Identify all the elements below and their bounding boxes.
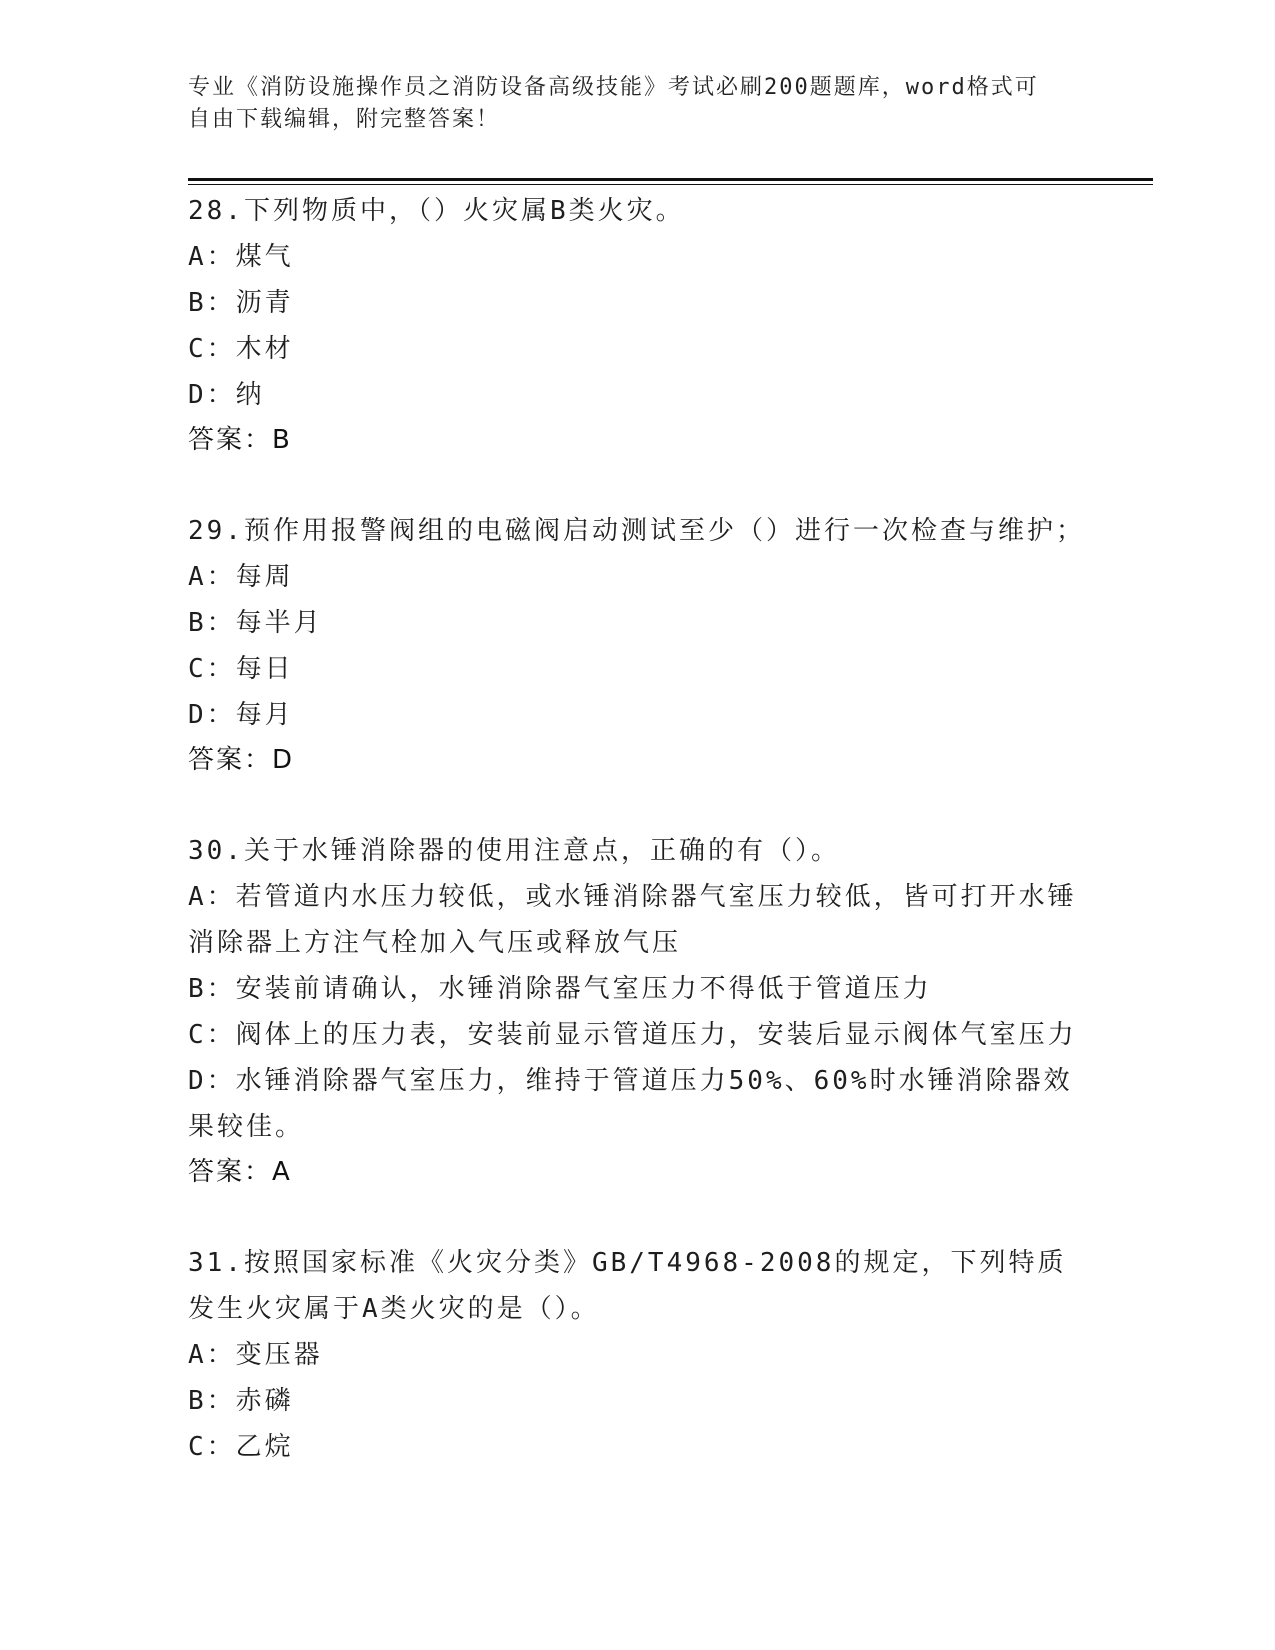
question-stem: 31.按照国家标准《火灾分类》GB/T4968-2008的规定，下列特质发生火灾属于A类火灾的是（）。 xyxy=(188,1248,1067,1324)
header-divider-thick xyxy=(188,178,1153,181)
header-line-2: 自由下载编辑，附完整答案！ xyxy=(188,107,501,132)
option-b: B：沥青 xyxy=(188,288,294,318)
option-c: C：乙烷 xyxy=(188,1432,294,1462)
option-a: A：若管道内水压力较低，或水锤消除器气室压力较低，皆可打开水锤消除器上方注气栓加入气压或释放气压 xyxy=(188,882,1077,958)
header-line-1: 专业《消防设施操作员之消防设备高级技能》考试必刷200题题库，word格式可 xyxy=(188,75,1039,100)
option-b: B：安装前请确认，水锤消除器气室压力不得低于管道压力 xyxy=(188,974,932,1004)
option-c: C：阀体上的压力表，安装前显示管道压力，安装后显示阀体气室压力 xyxy=(188,1020,1077,1050)
option-c: C：每日 xyxy=(188,654,294,684)
option-b: B：赤磷 xyxy=(188,1386,294,1416)
option-a: A：煤气 xyxy=(188,242,294,272)
answer: 答案：A xyxy=(188,1157,292,1187)
question-29 xyxy=(188,508,1088,782)
answer: 答案：B xyxy=(188,425,292,455)
question-28 xyxy=(188,188,1088,462)
option-c: C：木材 xyxy=(188,334,294,364)
option-a: A：变压器 xyxy=(188,1340,323,1370)
option-b: B：每半月 xyxy=(188,608,323,638)
question-30 xyxy=(188,828,1088,1194)
question-list xyxy=(188,188,1088,1516)
answer: 答案：D xyxy=(188,745,295,775)
question-stem: 28.下列物质中，（）火灾属B类火灾。 xyxy=(188,196,685,226)
question-stem: 30.关于水锤消除器的使用注意点，正确的有（）。 xyxy=(188,836,840,866)
document-header xyxy=(188,72,1068,136)
option-a: A：每周 xyxy=(188,562,294,592)
question-stem: 29.预作用报警阀组的电磁阀启动测试至少（）进行一次检查与维护； xyxy=(188,516,1085,546)
question-31 xyxy=(188,1240,1088,1470)
option-d: D：水锤消除器气室压力，维持于管道压力50%、60%时水锤消除器效果较佳。 xyxy=(188,1066,1073,1142)
option-d: D：纳 xyxy=(188,380,265,410)
option-d: D：每月 xyxy=(188,700,294,730)
header-divider-thin xyxy=(188,184,1153,185)
